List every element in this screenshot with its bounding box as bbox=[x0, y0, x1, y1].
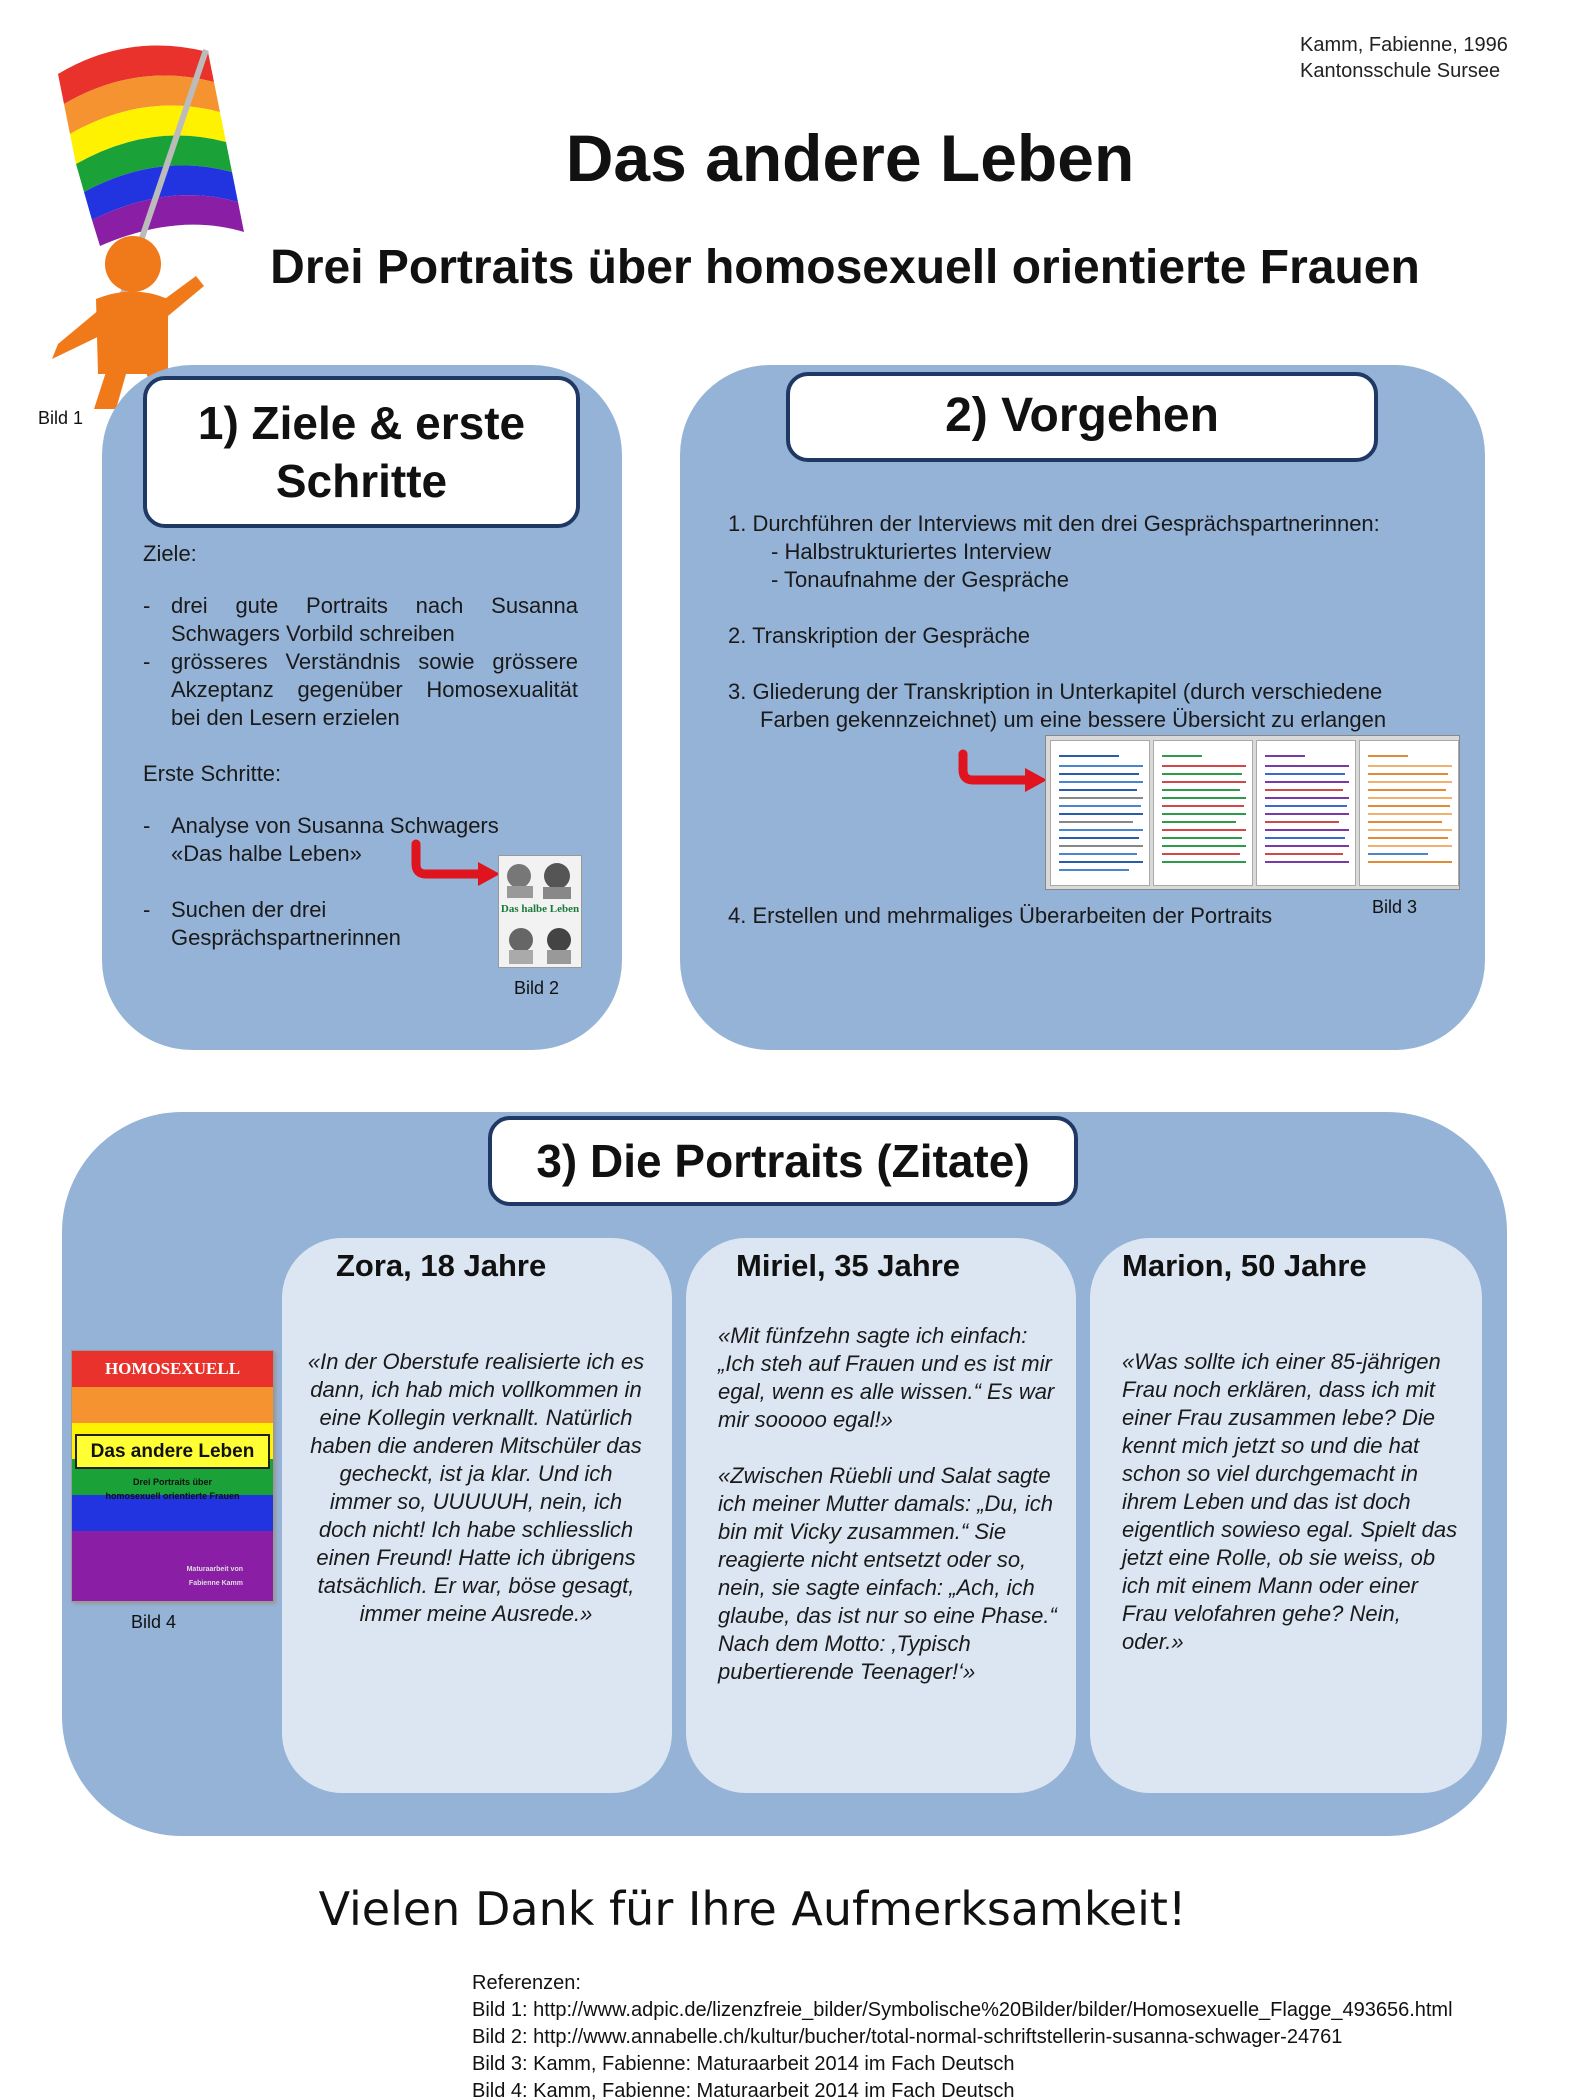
references-label: Referenzen: bbox=[472, 1972, 581, 1994]
red-arrow-icon bbox=[955, 748, 1051, 804]
heading-ziele-line1: 1) Ziele & erste bbox=[197, 397, 526, 449]
book-title: Das halbe Leben bbox=[500, 903, 580, 915]
book-cover-title: Das andere Leben bbox=[75, 1434, 270, 1469]
portrait-quote: «Mit fünfzehn sagte ich einfach: „Ich steh auf Frauen und es ist mir egal, wenn es alle wissen.“ Es war mir sooooo egal!» bbox=[718, 1323, 1055, 1432]
document-page bbox=[1359, 740, 1459, 886]
portrait-quotes bbox=[718, 1322, 1058, 1686]
portrait-quote: «Zwischen Rüebli und Salat sagte ich meiner Mutter damals: „Du, ich bin mit Vicky zusammen.“ Sie reagierte nicht entsetzt oder so, nein, sie sagte einfach: „Ach, ich glaube, das ist nur so eine Phase.“ Nach dem Motto: ‚Typisch pubertierende Teenager!‘» bbox=[718, 1463, 1057, 1684]
bild2-caption: Bild 2 bbox=[514, 978, 560, 998]
bild4-caption: Bild 4 bbox=[131, 1612, 177, 1632]
reference-item: Bild 2: http://www.annabelle.ch/kultur/bucher/total-normal-schriftstellerin-susanna-schwager-24761 bbox=[472, 2026, 1343, 2048]
transcription-documents-image bbox=[1045, 735, 1460, 890]
vorgehen-step: 2. Transkription der Gespräche bbox=[728, 623, 1031, 648]
heading-vorgehen: 2) Vorgehen bbox=[786, 372, 1378, 462]
references bbox=[472, 1970, 1453, 2100]
reference-item: Bild 1: http://www.adpic.de/lizenzfreie_bilder/Symbolische%20Bilder/bilder/Homosexuelle_Flagge_493656.html bbox=[472, 1999, 1453, 2021]
page-title: Das andere Leben bbox=[565, 121, 1135, 195]
bild3-caption: Bild 3 bbox=[1372, 897, 1418, 917]
book-cover-das-halbe-leben bbox=[498, 855, 582, 968]
heading-ziele-line2: Schritte bbox=[275, 455, 448, 507]
heading-ziele bbox=[143, 376, 580, 528]
portrait-name: Zora, 18 Jahre bbox=[336, 1248, 547, 1283]
book-cover-subtitle: Drei Portraits über bbox=[132, 1477, 213, 1487]
vorgehen-step-cont: Farben gekennzeichnet) um eine bessere Übersicht zu erlangen bbox=[760, 707, 1387, 732]
steps-label: Erste Schritte: bbox=[143, 761, 282, 786]
document-page bbox=[1153, 740, 1253, 886]
reference-item: Bild 4: Kamm, Fabienne: Maturaarbeit 2014 im Fach Deutsch bbox=[472, 2080, 1015, 2100]
portrait-quote: «In der Oberstufe realisierte ich es dann, ich hab mich vollkommen in eine Kollegin verknallt. Natürlich haben die anderen Mitschüler das gecheckt, ist ja klar. Und ich immer so, UUUUUH, nein, ich doch nicht! Ich habe schliesslich einen Freund! Hatte ich übrigens tatsächlich. Er war, böse gesagt, immer meine Ausrede.» bbox=[307, 1349, 645, 1626]
vorgehen-content bbox=[728, 510, 1448, 734]
document-page bbox=[1256, 740, 1356, 886]
document-page bbox=[1050, 740, 1150, 886]
book-cover-author: Maturaarbeit von bbox=[186, 1566, 243, 1573]
red-arrow-icon bbox=[408, 838, 504, 894]
thanks-message: Vielen Dank für Ihre Aufmerksamkeit! bbox=[318, 1882, 1187, 1936]
vorgehen-step: 4. Erstellen und mehrmaliges Überarbeiten der Portraits bbox=[728, 903, 1273, 928]
author-info bbox=[1300, 32, 1508, 84]
heading-portraits: 3) Die Portraits (Zitate) bbox=[488, 1116, 1078, 1206]
book-cover-author: Fabienne Kamm bbox=[188, 1580, 243, 1587]
goals-label: Ziele: bbox=[143, 541, 197, 566]
vorgehen-step: 3. Gliederung der Transkription in Unterkapitel (durch verschiedene bbox=[728, 679, 1383, 704]
page-subtitle: Drei Portraits über homosexuell orientierte Frauen bbox=[270, 241, 1420, 294]
reference-item: Bild 3: Kamm, Fabienne: Maturaarbeit 2014 im Fach Deutsch bbox=[472, 2053, 1015, 2075]
vorgehen-substep: - Tonaufnahme der Gespräche bbox=[771, 567, 1069, 592]
first-step-item: - Analyse von Susanna Schwagers «Das halbe Leben» bbox=[143, 812, 578, 868]
rainbow-flag-figure-image bbox=[18, 14, 348, 414]
goal-item: - drei gute Portraits nach Susanna Schwagers Vorbild schreiben bbox=[143, 592, 578, 648]
vorgehen-substep: - Halbstrukturiertes Interview bbox=[771, 539, 1051, 564]
author-name: Kamm, Fabienne, 1996 bbox=[1300, 34, 1508, 56]
portrait-name: Miriel, 35 Jahre bbox=[736, 1248, 961, 1283]
portrait-quote: «Was sollte ich einer 85-jährigen Frau noch erklären, dass ich mit einer Frau zusammen lebe? Die kennt mich jetzt so und die hat schon so viel durchgemacht in ihrem Leben und das ist doch eigentlich sowieso egal. Spielt das jetzt eine Rolle, ob sie weiss, ob ich mit einem Mann oder einer Frau velofahren gehe? Nein, oder.» bbox=[1122, 1349, 1458, 1654]
book-cover-top-text: HOMOSEXUELL bbox=[104, 1359, 241, 1378]
first-step-item: - Suchen der drei Gesprächspartnerinnen bbox=[143, 896, 578, 952]
vorgehen-step: 1. Durchführen der Interviews mit den drei Gesprächspartnerinnen: bbox=[728, 511, 1380, 536]
book-cover-das-andere-leben bbox=[71, 1350, 274, 1602]
goal-item: - grösseres Verständnis sowie grössere Akzeptanz gegenüber Homosexualität bei den Lesern erzielen bbox=[143, 648, 578, 732]
book-cover-subtitle: homosexuell orientierte Frauen bbox=[105, 1491, 240, 1501]
author-school: Kantonsschule Sursee bbox=[1300, 60, 1501, 82]
bild1-caption: Bild 1 bbox=[38, 408, 84, 428]
portrait-name: Marion, 50 Jahre bbox=[1122, 1248, 1367, 1283]
